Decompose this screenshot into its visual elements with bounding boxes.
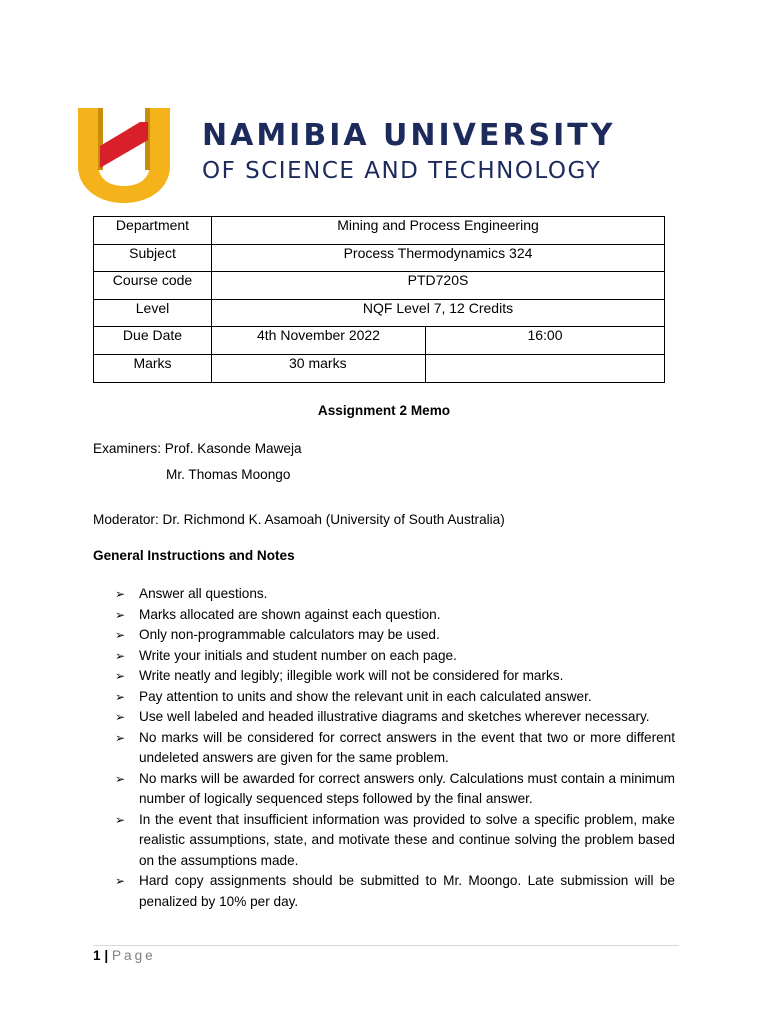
table-row <box>94 244 665 272</box>
examiners-line: Examiners: Prof. Kasonde Maweja <box>93 441 302 456</box>
list-item <box>115 646 675 667</box>
examiners-line-2: Mr. Thomas Moongo <box>166 467 291 482</box>
arrow-bullet-icon: ➢ <box>115 874 126 888</box>
university-logo <box>78 106 616 206</box>
instruction-text: Write your initials and student number on each page. <box>139 647 457 663</box>
list-item <box>115 871 675 912</box>
marks-cell <box>212 354 426 382</box>
arrow-bullet-icon: ➢ <box>115 771 126 786</box>
list-item <box>115 666 675 687</box>
instruction-text: Only non-programmable calculators may be used. <box>139 627 440 642</box>
table-row <box>94 217 665 245</box>
instruction-text: Marks allocated are shown against each question. <box>139 606 441 622</box>
page-number: 1 <box>93 948 101 963</box>
page-label: Page <box>111 948 156 963</box>
table-row <box>94 354 665 382</box>
instruction-text: No marks will be considered for correct answers in the event that two or more different undeleted answers are given for the same problem. <box>139 729 675 765</box>
moderator-line: Moderator: Dr. Richmond K. Asamoah (University of South Australia) <box>93 512 505 527</box>
due-date-cell <box>212 327 426 355</box>
instruction-text: Answer all questions. <box>139 586 268 601</box>
marks-label: Marks <box>94 354 212 382</box>
page-footer <box>93 948 156 963</box>
arrow-bullet-icon: ➢ <box>115 669 126 683</box>
course-info-table <box>93 216 665 383</box>
list-item <box>115 605 675 626</box>
document-title: Assignment 2 Memo <box>317 403 451 418</box>
empty-cell <box>426 354 665 382</box>
university-crest-icon <box>78 106 170 204</box>
university-name-line-2: OF SCIENCE AND TECHNOLOGY <box>202 158 602 184</box>
instruction-text: Pay attention to units and show the relevant unit in each calculated answer. <box>139 688 592 704</box>
table-row <box>94 272 665 300</box>
list-item <box>115 584 675 605</box>
arrow-bullet-icon: ➢ <box>115 710 126 724</box>
table-row <box>94 327 665 355</box>
table-row <box>94 299 665 327</box>
arrow-bullet-icon: ➢ <box>115 648 126 663</box>
due-date-value: 4th November 2022 <box>257 327 380 344</box>
department-value: Mining and Process Engineering <box>212 217 665 245</box>
list-item <box>115 625 675 646</box>
arrow-bullet-icon: ➢ <box>115 607 126 622</box>
department-label: Department <box>94 217 212 245</box>
level-value: NQF Level 7, 12 Credits <box>212 299 665 327</box>
course-code-value: PTD720S <box>212 272 665 300</box>
subject-label: Subject <box>94 244 212 272</box>
instruction-text: Hard copy assignments should be submitted to Mr. Moongo. Late submission will be penalized by 10% per day. <box>139 873 675 909</box>
instruction-text: In the event that insufficient information was provided to solve a specific problem, make realistic assumptions, state, and motivate these and continue solving the problem based on the assumptions made. <box>139 811 675 868</box>
instructions-list <box>115 584 675 912</box>
university-name-line-1: NAMIBIA UNIVERSITY <box>202 118 616 153</box>
instruction-text: No marks will be awarded for correct answers only. Calculations must contain a minimum number of logically sequenced steps followed by the final answer. <box>139 770 675 806</box>
due-date-label: Due Date <box>94 327 212 355</box>
instructions-heading: General Instructions and Notes <box>93 548 295 563</box>
list-item <box>115 769 675 810</box>
instruction-text: Write neatly and legibly; illegible work will not be considered for marks. <box>139 668 564 683</box>
arrow-bullet-icon: ➢ <box>115 628 126 642</box>
page-separator: | <box>104 948 109 963</box>
list-item <box>115 810 675 872</box>
instruction-text: Use well labeled and headed illustrative diagrams and sketches wherever necessary. <box>139 709 650 724</box>
subject-value: Process Thermodynamics 324 <box>212 244 665 272</box>
arrow-bullet-icon: ➢ <box>115 730 126 745</box>
list-item <box>115 707 675 728</box>
due-time-value: 16:00 <box>426 327 665 355</box>
arrow-bullet-icon: ➢ <box>115 587 126 601</box>
course-code-label: Course code <box>94 272 212 300</box>
arrow-bullet-icon: ➢ <box>115 812 126 827</box>
arrow-bullet-icon: ➢ <box>115 689 126 704</box>
list-item <box>115 728 675 769</box>
footer-divider <box>93 945 679 946</box>
marks-value: 30 marks <box>289 354 347 371</box>
level-label: Level <box>94 299 212 327</box>
list-item <box>115 687 675 708</box>
